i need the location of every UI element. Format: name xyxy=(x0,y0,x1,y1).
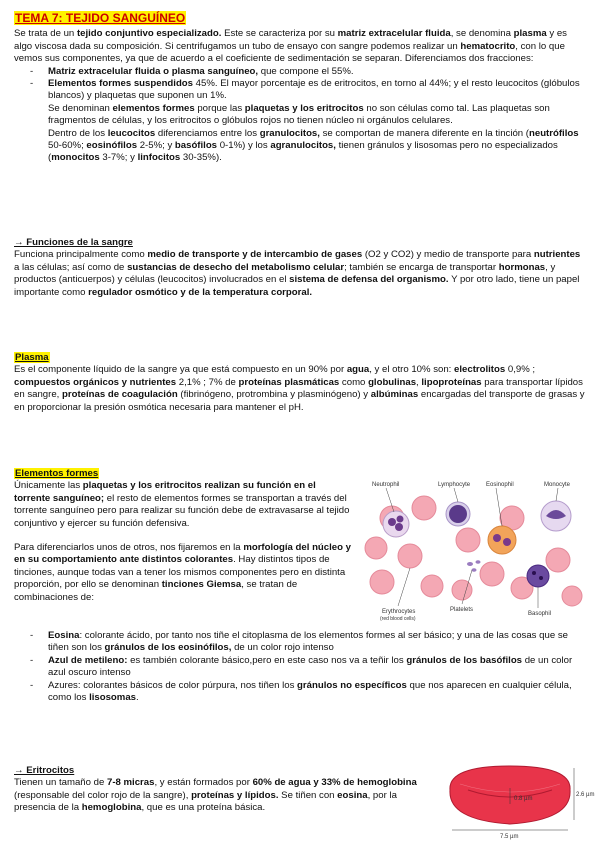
stains-section xyxy=(14,630,586,704)
text-run: de un color rojo intenso xyxy=(231,642,334,654)
label-eosinophil: Eosinophil xyxy=(486,482,514,488)
text-run: y es algo viscosa dada su composición. Si centrifugamos un tubo de ensayo con sangre podemos realizar un xyxy=(14,28,567,52)
erythrocyte-figure xyxy=(440,760,595,844)
text-run: es también colorante básico,pero en este caso nos va a teñir los xyxy=(127,654,407,666)
intro-paragraph xyxy=(14,28,586,65)
fraction-item-formes xyxy=(48,78,586,103)
label-platelets: Platelets xyxy=(450,607,474,613)
text-run: linfocitos xyxy=(137,152,181,164)
formes-paragraph-2 xyxy=(14,542,354,604)
document-title: TEMA 7: TEJIDO SANGUÍNEO xyxy=(15,11,186,25)
label-diameter: 7.5 µm xyxy=(500,834,519,840)
text-run: Matriz extracelular fluida o plasma sanguíneo, xyxy=(48,65,259,77)
text-run: Y por otro lado, tiene un papel importante como xyxy=(14,274,580,298)
text-run: compuestos orgánicos y nutrientes xyxy=(14,376,177,388)
text-run: encargadas del transporte de grasas y en proporcionar la presión osmótica necesaria para mantener el pH. xyxy=(14,389,585,413)
text-run: , y productos (anticuerpos) y células (leucocitos) involucrados en el xyxy=(14,261,556,286)
fractions-list xyxy=(14,66,586,103)
text-run: neutrófilos xyxy=(529,127,579,139)
text-run: Es el componente líquido de la sangre ya que está compuesto en un 90% por xyxy=(14,364,347,376)
text-run: Dentro de los xyxy=(48,127,108,139)
text-run: 60% de agua y 33% de hemoglobina xyxy=(252,777,417,789)
text-run: 50-60%; xyxy=(48,140,87,152)
text-run: eosinófilos xyxy=(86,140,138,152)
text-run: tienen gránulos y lisosomas pero no especializados ( xyxy=(48,140,558,164)
text-run: Se trata de un xyxy=(14,28,77,40)
text-run: Tienen un tamaño de xyxy=(14,777,107,789)
lymphocyte-cell xyxy=(446,502,470,526)
text-run: como xyxy=(339,376,369,388)
text-run: se comportan de manera diferente en la tinción ( xyxy=(319,127,529,139)
text-run: el resto de elementos formes se transportan a través del torrente sanguíneo pero para realizar su función debe de extravasarse al tejido conjuntivo y ejercer su función defensiva. xyxy=(14,492,350,529)
text-run: , y están formados por xyxy=(154,777,253,789)
text-run: , por la presencia de la xyxy=(14,789,397,814)
stain-item-eosina xyxy=(48,630,586,655)
text-run: , con lo que vemos sus componentes, ya que de acuerdo a el coeficiente de sedimentación se separan. Diferenciamos dos fracciones: xyxy=(14,40,565,65)
label-erythrocytes-sub: (red blood cells) xyxy=(380,616,416,622)
text-run: . Hay distintos tipos de tinciones, aunque todas van a tener los mismos componentes pero en distinta proporción, por ello se denominan xyxy=(14,554,346,591)
text-run: matriz extracelular fluida xyxy=(337,28,451,40)
text-run: globulinas xyxy=(368,376,417,388)
text-run: Este se caracteriza por su xyxy=(221,28,338,40)
text-run: 3-7%; y xyxy=(99,152,138,164)
text-run: plaquetas y los eritrocitos realizan su función en el torrente sanguíneo; xyxy=(14,480,316,504)
label-thickness-center: 0.8 µm xyxy=(514,796,533,802)
formes-note xyxy=(14,103,586,128)
text-run: proteínas plasmáticas xyxy=(238,376,340,388)
text-run: Azul de metileno: xyxy=(48,654,128,666)
funciones-heading: → Funciones de la sangre xyxy=(14,237,133,248)
funciones-section xyxy=(14,237,586,299)
text-run: Eosina xyxy=(48,630,80,641)
text-run: (fibrinógeno, protrombina y plasminógeno) y xyxy=(177,389,371,401)
text-run: (O2 y CO2) y medio de transporte para xyxy=(362,249,534,261)
text-run: tinciones Giemsa xyxy=(161,579,242,591)
fraction-item-plasma xyxy=(48,66,586,78)
funciones-paragraph xyxy=(14,249,586,299)
text-run: gránulos no específicos xyxy=(297,679,407,691)
text-run: no son células como tal. Las plaquetas son fragmentos de células, y los eritrocitos o glóbulos rojos no tienen núcleo ni orgánulos celulares. xyxy=(48,102,550,127)
text-run: a las células; así como de xyxy=(14,261,128,273)
text-run: proteínas y lípidos. xyxy=(191,789,279,801)
leucocitos-note xyxy=(14,128,586,165)
text-run: . xyxy=(136,692,139,704)
eritrocitos-heading: → Eritrocitos xyxy=(14,765,75,776)
formes-heading: Elementos formes xyxy=(15,468,99,479)
formes-paragraph-1 xyxy=(14,480,354,530)
text-run: nutrientes xyxy=(533,249,581,261)
text-run: morfología del núcleo y en su comportamiento ante distintos colorantes xyxy=(14,542,351,566)
text-run: proteínas de coagulación xyxy=(62,389,178,401)
text-run: , xyxy=(416,376,422,388)
label-neutrophil: Neutrophil xyxy=(372,482,400,488)
text-run: electrolitos xyxy=(454,364,506,376)
text-run: , y el otro 10% son: xyxy=(369,364,455,376)
text-run: monocitos xyxy=(51,152,100,164)
text-run: ; también se encarga de transportar xyxy=(344,261,499,273)
eritrocitos-section xyxy=(14,765,424,815)
text-run: lipoproteínas xyxy=(421,376,482,388)
text-run: (responsable del color rojo de la sangre), xyxy=(14,789,192,801)
stains-list xyxy=(14,630,586,704)
text-run: 30-35%). xyxy=(180,152,222,164)
formes-section xyxy=(14,468,354,604)
monocyte-cell xyxy=(541,501,571,531)
text-run: gránulos de los eosinófilos, xyxy=(104,642,232,654)
text-run: , que es una proteína básica. xyxy=(141,802,266,814)
text-run: Azures: colorantes básicos de color púrpura, nos tiñen los xyxy=(48,679,298,691)
text-run: 2-5%; y xyxy=(137,140,175,152)
label-monocyte: Monocyte xyxy=(544,482,571,488)
text-run: elementos formes xyxy=(112,102,195,114)
text-run: 2,1% ; 7% de xyxy=(176,376,239,388)
text-run: plaquetas y los eritrocitos xyxy=(244,102,364,114)
text-run: : colorante ácido, por tanto nos tiñe el citoplasma de los elementos formes al ser básico; y una de las cosas que se tiñen son los xyxy=(48,630,568,654)
text-run: tejido conjuntivo especializado. xyxy=(76,28,222,40)
text-run: Funciona principalmente como xyxy=(14,249,148,261)
label-thickness-edge: 2.6 µm xyxy=(576,792,595,798)
label-basophil: Basophil xyxy=(528,611,552,617)
neutrophil-cell xyxy=(383,511,409,537)
text-run: Para diferenciarlos unos de otros, nos fijaremos en la xyxy=(14,542,244,554)
text-run: basófilos xyxy=(174,140,218,152)
plasma-paragraph xyxy=(14,364,586,414)
text-run: hormonas xyxy=(498,261,546,273)
text-run: agua xyxy=(346,364,370,376)
text-run: lisosomas xyxy=(89,692,136,704)
basophil-cell xyxy=(527,565,549,587)
text-run: Únicamente las xyxy=(14,480,83,492)
text-run: Se tiñen con xyxy=(278,789,338,801)
text-run: medio de transporte y de intercambio de gases xyxy=(147,249,363,261)
text-run: 0-1%) y los xyxy=(217,140,271,152)
text-run: gránulos de los basófilos xyxy=(406,654,523,666)
text-run: de un color azul oscuro intenso xyxy=(48,654,573,679)
text-run: porque las xyxy=(194,102,245,114)
text-run: leucocitos xyxy=(107,127,156,139)
text-run: hemoglobina xyxy=(81,802,142,814)
text-run: que compone el 55%. xyxy=(258,65,354,77)
text-run: 0,9% ; xyxy=(505,364,536,376)
stain-item-azul-metileno xyxy=(48,655,586,680)
eritrocitos-paragraph xyxy=(14,777,424,814)
text-run: 45%. El mayor porcentaje es de eritrocitos, en torno al 44%; y el resto leucocitos (glóbulos blancos) y plaquetas que suponen un 1%. xyxy=(48,78,580,102)
text-run: regulador osmótico y de la temperatura corporal. xyxy=(88,286,313,298)
text-run: Elementos formes suspendidos xyxy=(48,78,194,90)
text-run: , se tratan de combinaciones de: xyxy=(14,579,298,603)
text-run: sistema de defensa del organismo. xyxy=(289,274,449,286)
text-run: plasma xyxy=(513,28,547,40)
intro-section xyxy=(14,12,586,165)
text-run: eosina xyxy=(337,789,368,801)
text-run: granulocitos, xyxy=(259,127,320,139)
text-run: hematocrito xyxy=(460,40,516,52)
label-erythrocytes: Erythrocytes xyxy=(382,609,416,615)
plasma-heading: Plasma xyxy=(15,352,49,363)
platelets-group xyxy=(467,560,481,572)
text-run: , se denomina xyxy=(450,28,514,40)
stain-item-azures xyxy=(48,680,586,705)
text-run: agranulocitos, xyxy=(270,140,336,152)
text-run: sustancias de desecho del metabolismo celular xyxy=(127,261,345,273)
text-run: para transportar lípidos en sangre, xyxy=(14,376,583,401)
eosinophil-cell xyxy=(488,526,516,554)
text-run: que nos aparecen en cualquier célula, como los xyxy=(48,679,572,704)
text-run: 7-8 micras xyxy=(106,777,155,789)
label-lymphocyte: Lymphocyte xyxy=(438,482,471,488)
text-run: albúminas xyxy=(370,389,419,401)
text-run: diferenciamos entre los xyxy=(155,127,260,139)
blood-cells-figure xyxy=(362,478,588,630)
plasma-section xyxy=(14,352,586,414)
text-run: Se denominan xyxy=(48,102,113,114)
